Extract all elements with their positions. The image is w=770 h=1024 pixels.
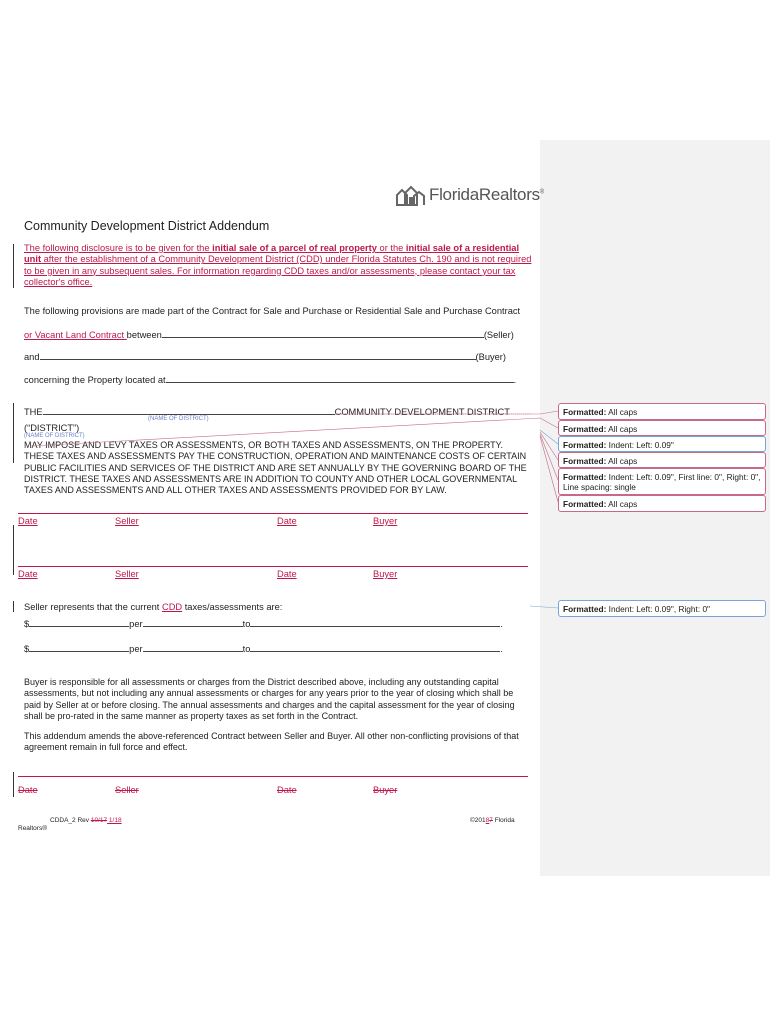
buyer-name-blank[interactable]	[40, 350, 476, 360]
to-1-blank[interactable]	[250, 617, 500, 627]
name-of-district-label-2: (NAME OF DISTRICT)	[24, 433, 85, 439]
name-of-district-label: (NAME OF DISTRICT)	[148, 416, 209, 422]
change-bar	[13, 601, 14, 612]
sig3-date2: Date	[277, 785, 297, 795]
comment-bubble[interactable]: Formatted: Indent: Left: 0.09", Right: 0"	[558, 600, 766, 617]
comment-bubble[interactable]: Formatted: All caps	[558, 452, 766, 468]
comment-bubble[interactable]: Formatted: All caps	[558, 495, 766, 512]
sig2-buyer: Buyer	[373, 569, 398, 579]
comment-bubble[interactable]: Formatted: All caps	[558, 403, 766, 420]
seller-represents-line: Seller represents that the current CDD taxes/assessments are:	[24, 602, 283, 612]
change-bar	[13, 244, 14, 288]
sig3-date: Date	[18, 785, 38, 795]
district-quote: (“DISTRICT”)	[24, 423, 80, 433]
sig3-seller: Seller	[115, 785, 139, 795]
period-2-blank[interactable]	[143, 642, 243, 652]
document-title: Community Development District Addendum	[24, 219, 270, 233]
buyer-line: and (Buyer)	[24, 352, 506, 362]
sig1-date: Date	[18, 516, 38, 526]
assessment-line-2: $ per to .	[24, 644, 503, 654]
comment-bubble[interactable]: Formatted: Indent: Left: 0.09", First line: 0", Right: 0", Line spacing: single	[558, 468, 766, 495]
vacant-land-line: or Vacant Land Contract between (Seller)	[24, 330, 514, 340]
district-name-blank[interactable]	[43, 405, 335, 415]
to-2-blank[interactable]	[250, 642, 500, 652]
property-address-blank[interactable]	[166, 373, 514, 383]
change-bar	[13, 772, 14, 797]
amount-2-blank[interactable]	[29, 642, 129, 652]
provisions-text: The following provisions are made part of the Contract for Sale and Purchase or Residential Sale and Purchase Contract	[24, 306, 521, 316]
amount-1-blank[interactable]	[29, 617, 129, 627]
seller-name-blank[interactable]	[162, 328, 484, 338]
disclosure-paragraph: The following disclosure is to be given for the initial sale of a parcel of real property or the initial sale of a residential unit after the establishment of a Community Development District (CDD) under Florida Statutes Ch. 190 and is not required to be given in any subsequent sales. For information regarding CDD taxes and/or assessments, please contact your tax collector's office.	[24, 243, 532, 287]
buyer-responsibility-paragraph: Buyer is responsible for all assessments or charges from the District described above, including any outstanding capital assessments, but not including any annual assessments or charges for any years prior to the year of closing which shall be paid by Seller at or before closing. The annual assessments and charges and the capital assessment for the year of closing shall be pro-rated in the same manner as property taxes as set forth in the Contract.	[24, 677, 515, 722]
caps-paragraph: MAY IMPOSE AND LEVY TAXES OR ASSESSMENTS, OR BOTH TAXES AND ASSESSMENTS, ON THE PROPERTY. THESE TAXES AND ASSESSMENTS PAY THE CONSTRUCTION, OPERATION AND MAINTENANCE COSTS OF CERTAIN PUBLIC FACILITIES AND SERVICES OF THE DISTRICT AND ARE SET ANNUALLY BY THE GOVERNING BOARD OF THE DISTRICT. THESE TAXES AND ASSESSMENTS ARE IN ADDITION TO COUNTY AND OTHER LOCAL GOVERNMENTAL TAXES AND ASSESSMENTS AND ALL OTHER TAXES AND ASSESSMENTS PROVIDED FOR BY LAW.	[24, 440, 527, 496]
sig1-date2: Date	[277, 516, 297, 526]
comment-bubble[interactable]: Formatted: All caps	[558, 420, 766, 436]
sig1-buyer: Buyer	[373, 516, 398, 526]
sig3-buyer: Buyer	[373, 785, 398, 795]
signature-line	[18, 513, 528, 514]
sig2-date2: Date	[277, 569, 297, 579]
footer-code: CDDA_2 Rev 10/17 1/18	[50, 817, 122, 824]
houses-logo-icon	[395, 184, 425, 206]
signature-line	[18, 566, 528, 567]
amendment-paragraph: This addendum amends the above-referenced Contract between Seller and Buyer. All other non-conflicting provisions of that agreement remain in full force and effect.	[24, 731, 519, 753]
footer-realtors: Realtors®	[18, 825, 47, 832]
signature-line	[18, 776, 528, 777]
district-line: THE COMMUNITY DEVELOPMENT DISTRICT	[24, 407, 510, 417]
logo-wordmark: FloridaRealtors®	[429, 185, 544, 204]
change-bar	[13, 403, 14, 463]
property-line: concerning the Property located at .	[24, 375, 517, 385]
change-bar	[13, 525, 14, 575]
sig1-seller: Seller	[115, 516, 139, 526]
footer-copyright: ©20187 Florida	[470, 817, 515, 824]
period-1-blank[interactable]	[143, 617, 243, 627]
comment-bubble[interactable]: Formatted: Indent: Left: 0.09"	[558, 436, 766, 452]
sig2-date: Date	[18, 569, 38, 579]
sig2-seller: Seller	[115, 569, 139, 579]
assessment-line-1: $ per to .	[24, 619, 503, 629]
florida-realtors-logo	[395, 184, 544, 206]
